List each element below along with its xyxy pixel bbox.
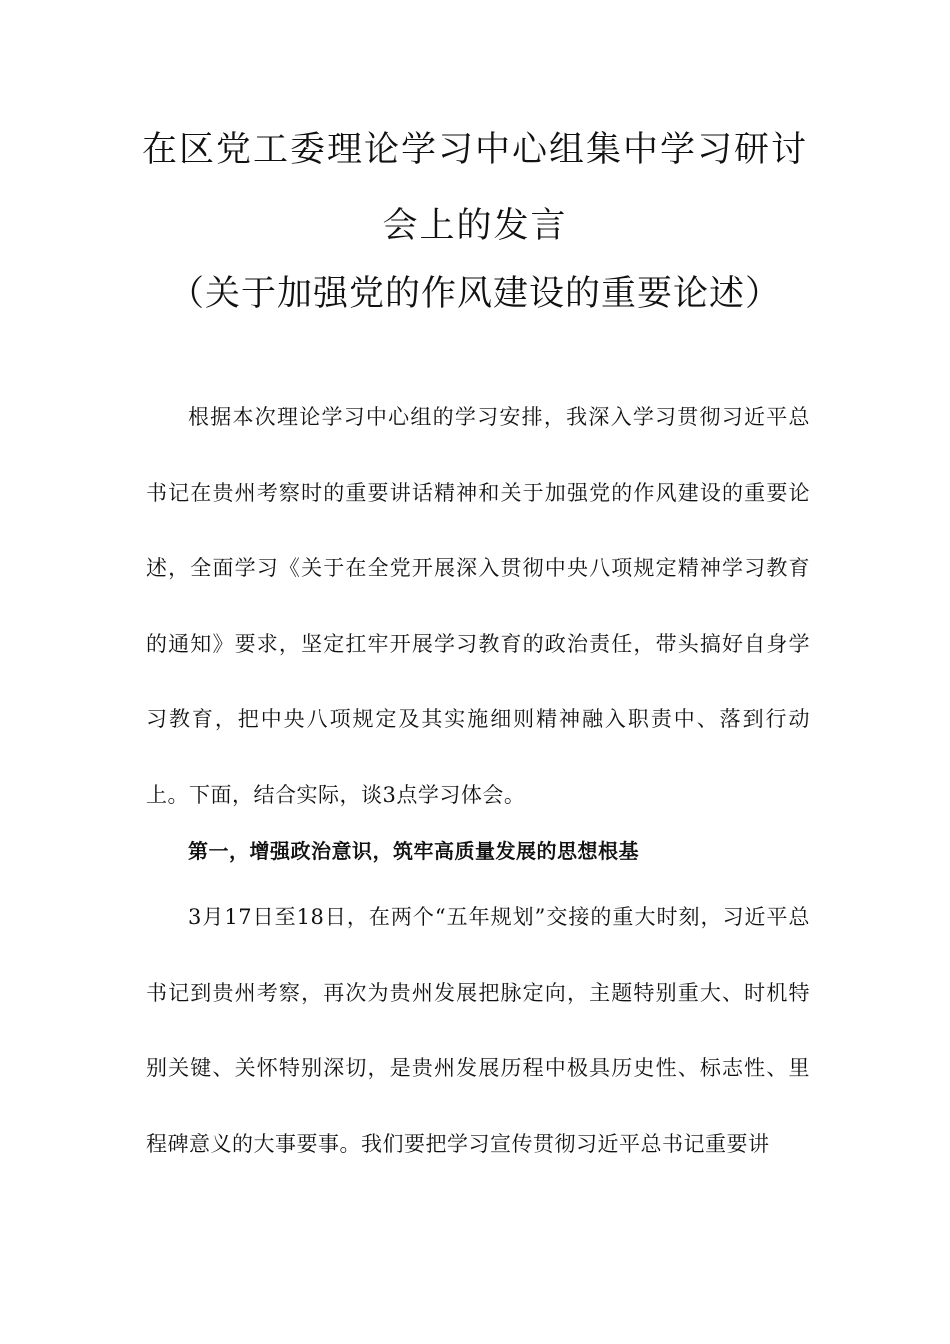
document-subtitle: （关于加强党的作风建设的重要论述） xyxy=(168,274,781,314)
document-title-line2: 会上的发言 xyxy=(382,206,568,246)
document-title-line1: 在区党工委理论学习中心组集中学习研讨 xyxy=(141,130,808,170)
intro-paragraph: 根据本次理论学习中心组的学习安排，我深入学习贯彻习近平总书记在贵州考察时的重要讲话精神和关于加强党的作风建设的重要论述，全面学习《关于在全党开展深入贯彻中央八项规定精神学习教育的通知》要求，坚定扛牢开展学习教育的政治责任，带头搞好自身学习教育，把中央八项规定及其实施细则精神融入职责中、落到行动上。下面，结合实际，谈3点学习体会。 xyxy=(146,405,810,807)
body-paragraph: 3月17日至18日，在两个“五年规划”交接的重大时刻，习近平总书记到贵州考察，再次为贵州发展把脉定向，主题特别重大、时机特别关键、关怀特别深切，是贵州发展历程中极具历史性、标志性、里程碑意义的大事要事。我们要把学习宣传贯彻习近平总书记重要讲 xyxy=(146,905,810,1156)
section-heading: 第一，增强政治意识，筑牢高质量发展的思想根基 xyxy=(188,839,639,863)
